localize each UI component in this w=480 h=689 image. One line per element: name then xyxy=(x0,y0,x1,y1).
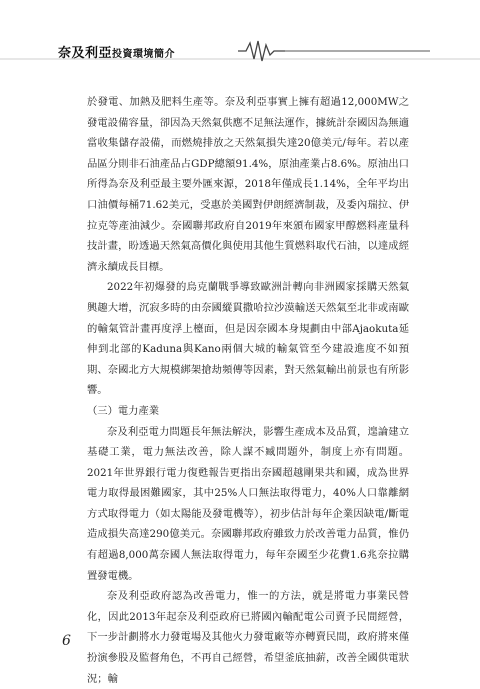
paragraph: 奈及利亞政府認為改善電力，惟一的方法，就是將電力事業民營化，因此2013年起奈及利亞政府已將國內輸配電公司賣予民間經營，下一步計劃將水力發電場及其他火力發電廠等亦轉賣民間，政府將來僅扮演參股及監督角色，不再自己經營，希望釜底抽薪，改善全國供電狀況；輸 xyxy=(87,590,409,685)
section-heading: （三）電力產業 xyxy=(87,404,160,417)
heartbeat-line-icon xyxy=(238,41,285,61)
page-header xyxy=(0,38,480,64)
document-body xyxy=(87,92,409,689)
paragraph: 於發電、加熱及肥料生產等。奈及利亞事實上擁有超過12,000MW之發電設備容量，卻因為天然氣供應不足無法運作，據統計奈國因為無適當收集儲存設備，而燃燒排放之天然氣損失達20億美元/每年。若以產品區分則非石油產品占GDP總額91.4%，原油產業占8.6%。原油出口所得為奈及利亞最主要外匯來源，2018年僅成長1.14%，全年平均出口油價每桶71.62美元，受惠於美國對伊朗經濟制裁，及委內瑞拉、伊拉克等產油減少。奈國聯邦政府自2019年來頒布國家甲醇燃料產量科技計畫，盼透過天然氣高價化與使用其他生質燃料取代石油，以達成經濟永續成長目標。 xyxy=(87,96,409,273)
paragraph: 奈及利亞電力問題長年無法解決，影響生產成本及品質，遑論建立基礎工業，電力無法改善，除人謀不臧問題外，制度上亦有問題。2021年世界銀行電力復甦報告更指出奈國超越剛果共和國，成為世界電力取得最困難國家，其中25%人口無法取得電力，40%人口靠離網方式取得電力（如太陽能及發電機等），初步估計每年企業因缺電/斷電造成損失高達290億美元。奈國聯邦政府雖致力於改善電力品質，惟仍有超過8,000萬奈國人無法取得電力，每年奈國至少花費1.6兆奈拉購置發電機。 xyxy=(87,425,409,582)
paragraph: 2022年初爆發的烏克蘭戰爭導致歐洲計轉向非洲國家採購天然氣興趣大增，沉寂多時的由奈國縱貫撒哈拉沙漠輸送天然氣至北非或南歐的輸氣管計畫再度浮上檯面，但是因奈國本身規劃由中部Ajaokuta延伸到北部的Kaduna與Kano兩個大城的輸氣管至今建設進度不如預期、奈國北方大規模綁架搶劫頻傳等因素，對天然氣輸出前景也有所影響。 xyxy=(87,281,409,397)
header-title-sub: 投資環境簡介 xyxy=(112,49,176,60)
header-title-main: 奈及利亞 xyxy=(58,46,113,61)
header-title xyxy=(58,42,175,61)
page-number: 6 xyxy=(62,633,71,649)
